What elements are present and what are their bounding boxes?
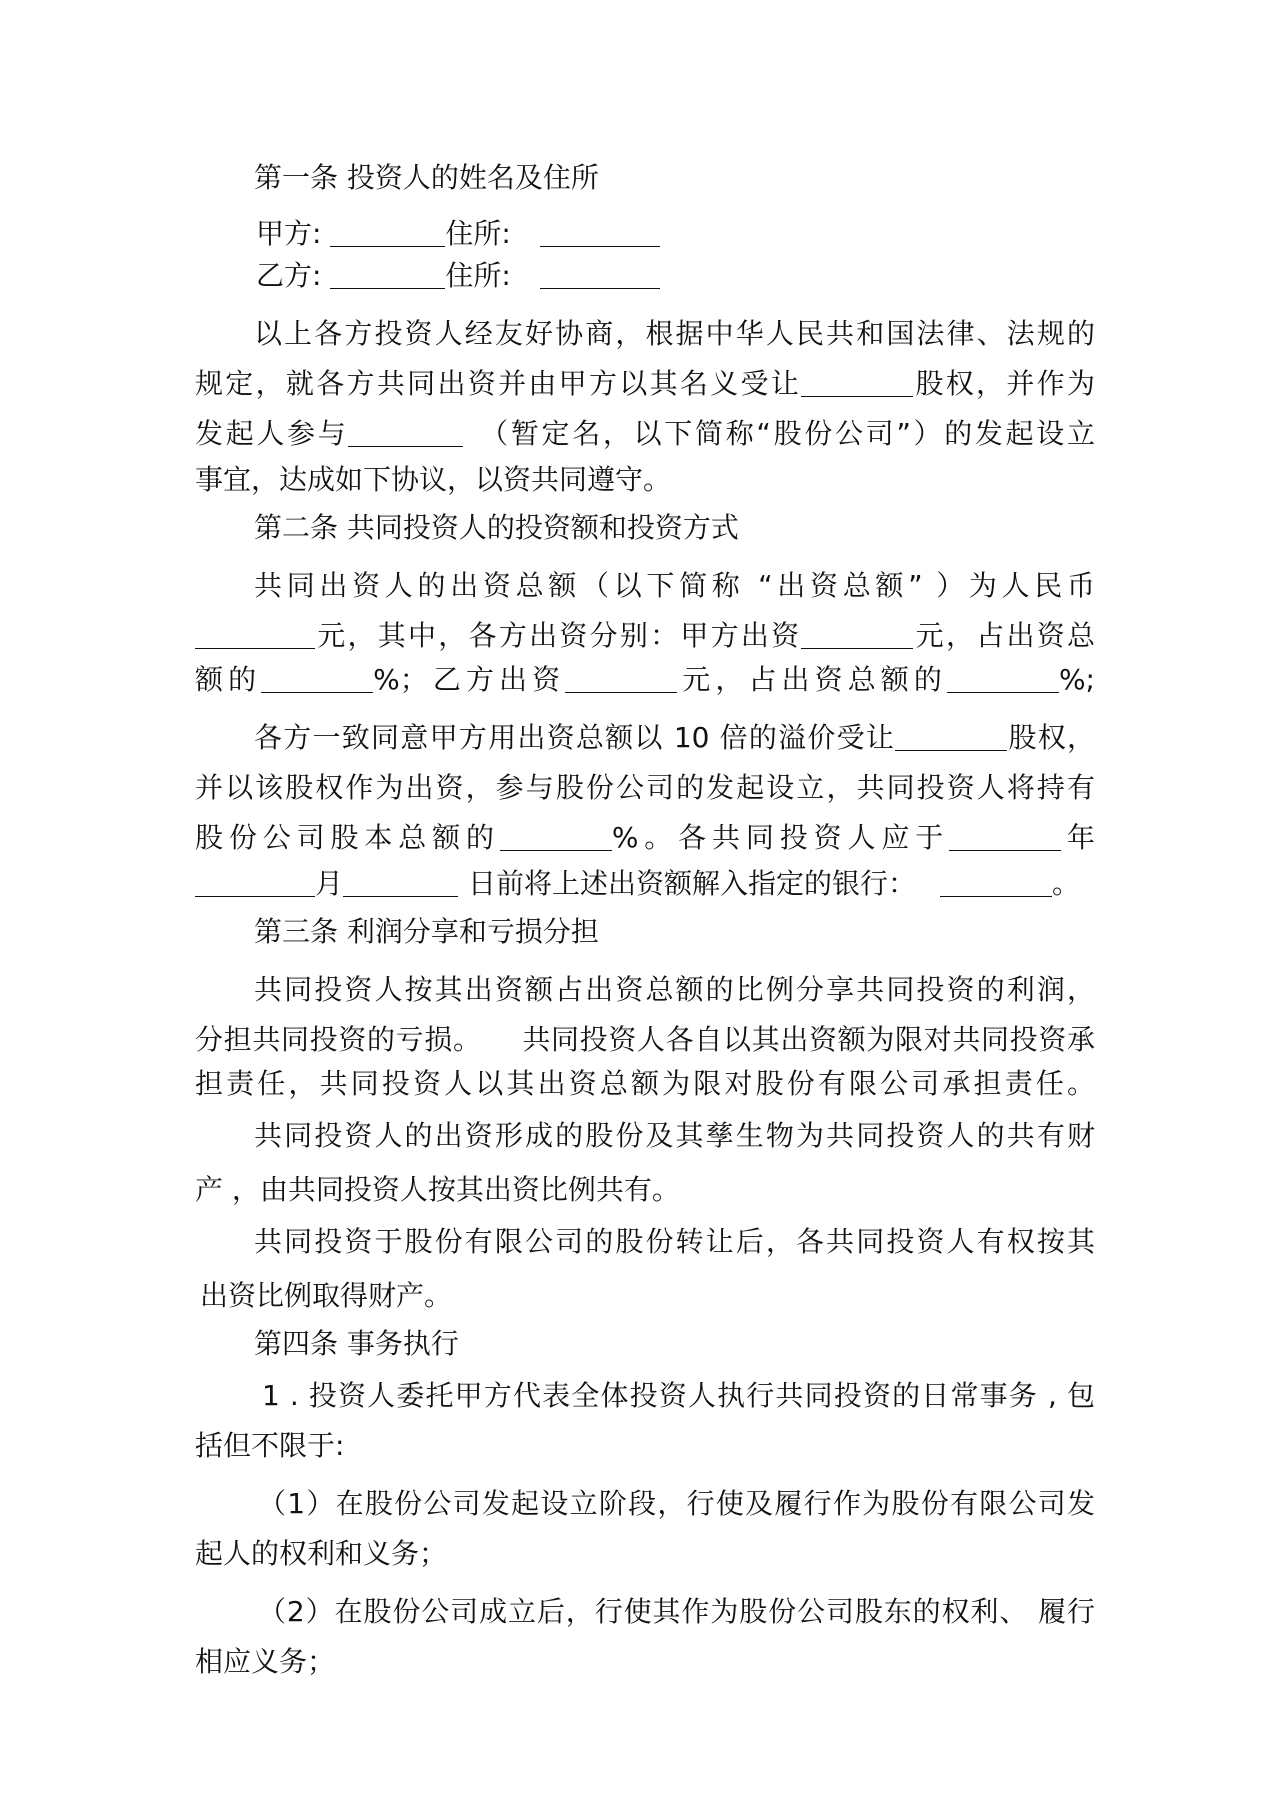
- text-segment: 股权，: [1007, 721, 1095, 754]
- text-segment: %;: [1058, 663, 1095, 696]
- article1-para-line3: [195, 414, 1095, 454]
- party-a-name-blank[interactable]: [330, 216, 445, 247]
- party-b-residence-blank[interactable]: [540, 258, 660, 289]
- article4-sub1-line2: 起人的权利和义务；: [195, 1537, 448, 1570]
- party-a-label: 甲方:: [256, 217, 322, 250]
- article3-p1-line1: 共同投资人按其出资额占出资总额的比例分享共同投资的利润，: [254, 973, 1095, 1006]
- article4-item1-line2: 括但不限于:: [195, 1429, 345, 1462]
- article2-p1-line3: [195, 660, 1095, 700]
- text-segment: （暂定名，以下简称“股份公司”）的发起设立: [477, 417, 1095, 450]
- text-segment: 规定，就各方共同出资并由甲方以其名义受让: [195, 367, 802, 400]
- party-a-amount-blank[interactable]: [801, 618, 913, 649]
- article2-p2-line3: [195, 818, 1095, 858]
- article4-item1-line1: 1 . 投资人委托甲方代表全体投资人执行共同投资的日常事务 , 包: [262, 1379, 1095, 1412]
- article2-heading: 第二条 共同投资人的投资额和投资方式: [254, 511, 739, 544]
- deadline-day-blank[interactable]: [343, 866, 458, 897]
- bank-blank[interactable]: [940, 866, 1052, 897]
- text-segment: 股份公司股本总额的: [195, 821, 500, 854]
- party-b-line: [256, 256, 1156, 296]
- text-segment: 年: [1061, 821, 1095, 854]
- party-a-percent-blank[interactable]: [261, 662, 373, 693]
- party-b-amount-blank[interactable]: [565, 662, 677, 693]
- total-amount-blank[interactable]: [195, 618, 315, 649]
- article2-p1-line2: [195, 616, 1095, 656]
- article3-p3-line1: 共同投资于股份有限公司的股份转让后，各共同投资人有权按其: [254, 1225, 1095, 1258]
- equity-target-blank[interactable]: [801, 366, 913, 397]
- company-name-blank[interactable]: [348, 416, 463, 447]
- party-b-label: 乙方:: [256, 259, 322, 292]
- text-segment: 股权，并作为: [913, 367, 1095, 400]
- article4-sub1-line1: （1）在股份公司发起设立阶段，行使及履行作为股份有限公司发: [258, 1487, 1095, 1520]
- text-segment: 日前将上述出资额解入指定的银行：: [468, 867, 917, 900]
- party-a-line: [256, 214, 1156, 254]
- article1-para-line2: [195, 364, 1095, 404]
- article3-p1-line3: 担责任，共同投资人以其出资总额为限对股份有限公司承担责任。: [195, 1067, 1095, 1100]
- text-segment: 月: [315, 867, 344, 900]
- article4-sub2-line1: （2）在股份公司成立后，行使其作为股份公司股东的权利、 履行: [258, 1595, 1095, 1628]
- deadline-year-blank[interactable]: [949, 820, 1061, 851]
- article4-sub2-line2: 相应义务；: [195, 1645, 336, 1678]
- text-segment: 元，占出资总: [913, 619, 1095, 652]
- article2-p2-line4: [195, 864, 1095, 904]
- text-segment: 共同投资人各自以其出资额为限对共同投资承: [521, 1023, 1095, 1056]
- article2-p1-line1: 共同出资人的出资总额（以下简称 “出资总额” ）为人民币: [254, 569, 1095, 602]
- article1-para-line4: 事宜，达成如下协议，以资共同遵守。: [195, 463, 672, 496]
- article2-p2-line2: 并以该股权作为出资，参与股份公司的发起设立，共同投资人将持有: [195, 771, 1095, 804]
- party-b-residence-label: 住所:: [445, 259, 511, 292]
- text-segment: 分担共同投资的亏损。: [195, 1023, 482, 1056]
- article3-heading: 第三条 利润分享和亏损分担: [254, 915, 599, 948]
- text-segment: %。: [611, 821, 679, 854]
- article4-heading: 第四条 事务执行: [254, 1327, 459, 1360]
- party-b-name-blank[interactable]: [330, 258, 445, 289]
- share-percent-blank[interactable]: [500, 820, 612, 851]
- text-segment: 各方一致同意甲方用出资总额以 10 倍的溢价受让: [254, 721, 896, 754]
- article3-p2-line1: 共同投资人的出资形成的股份及其孳生物为共同投资人的共有财: [254, 1119, 1095, 1152]
- article3-p3-line2: 出资比例取得财产。: [200, 1279, 453, 1312]
- text-segment: 元，占出资总额的: [677, 663, 947, 696]
- party-a-residence-label: 住所:: [445, 217, 511, 250]
- article2-p2-line1: [254, 718, 1095, 758]
- article1-heading: 第一条 投资人的姓名及住所: [254, 161, 599, 194]
- text-segment: 各共同投资人应于: [678, 821, 950, 854]
- text-segment: 元，其中，各方出资分别：甲方出资: [315, 619, 802, 652]
- party-b-percent-blank[interactable]: [947, 662, 1059, 693]
- article3-p1-line2: [195, 1020, 1095, 1060]
- text-segment: %；乙方出资: [373, 663, 566, 696]
- equity-target-blank-2[interactable]: [895, 720, 1007, 751]
- article1-para-line1: 以上各方投资人经友好协商，根据中华人民共和国法律、法规的: [254, 317, 1095, 350]
- deadline-month-blank[interactable]: [195, 866, 315, 897]
- text-segment: 。: [1052, 867, 1081, 900]
- party-a-residence-blank[interactable]: [540, 216, 660, 247]
- text-segment: 额的: [195, 663, 262, 696]
- text-segment: 发起人参与: [195, 417, 349, 450]
- article3-p2-line2: 产 ，由共同投资人按其出资比例共有。: [195, 1173, 680, 1206]
